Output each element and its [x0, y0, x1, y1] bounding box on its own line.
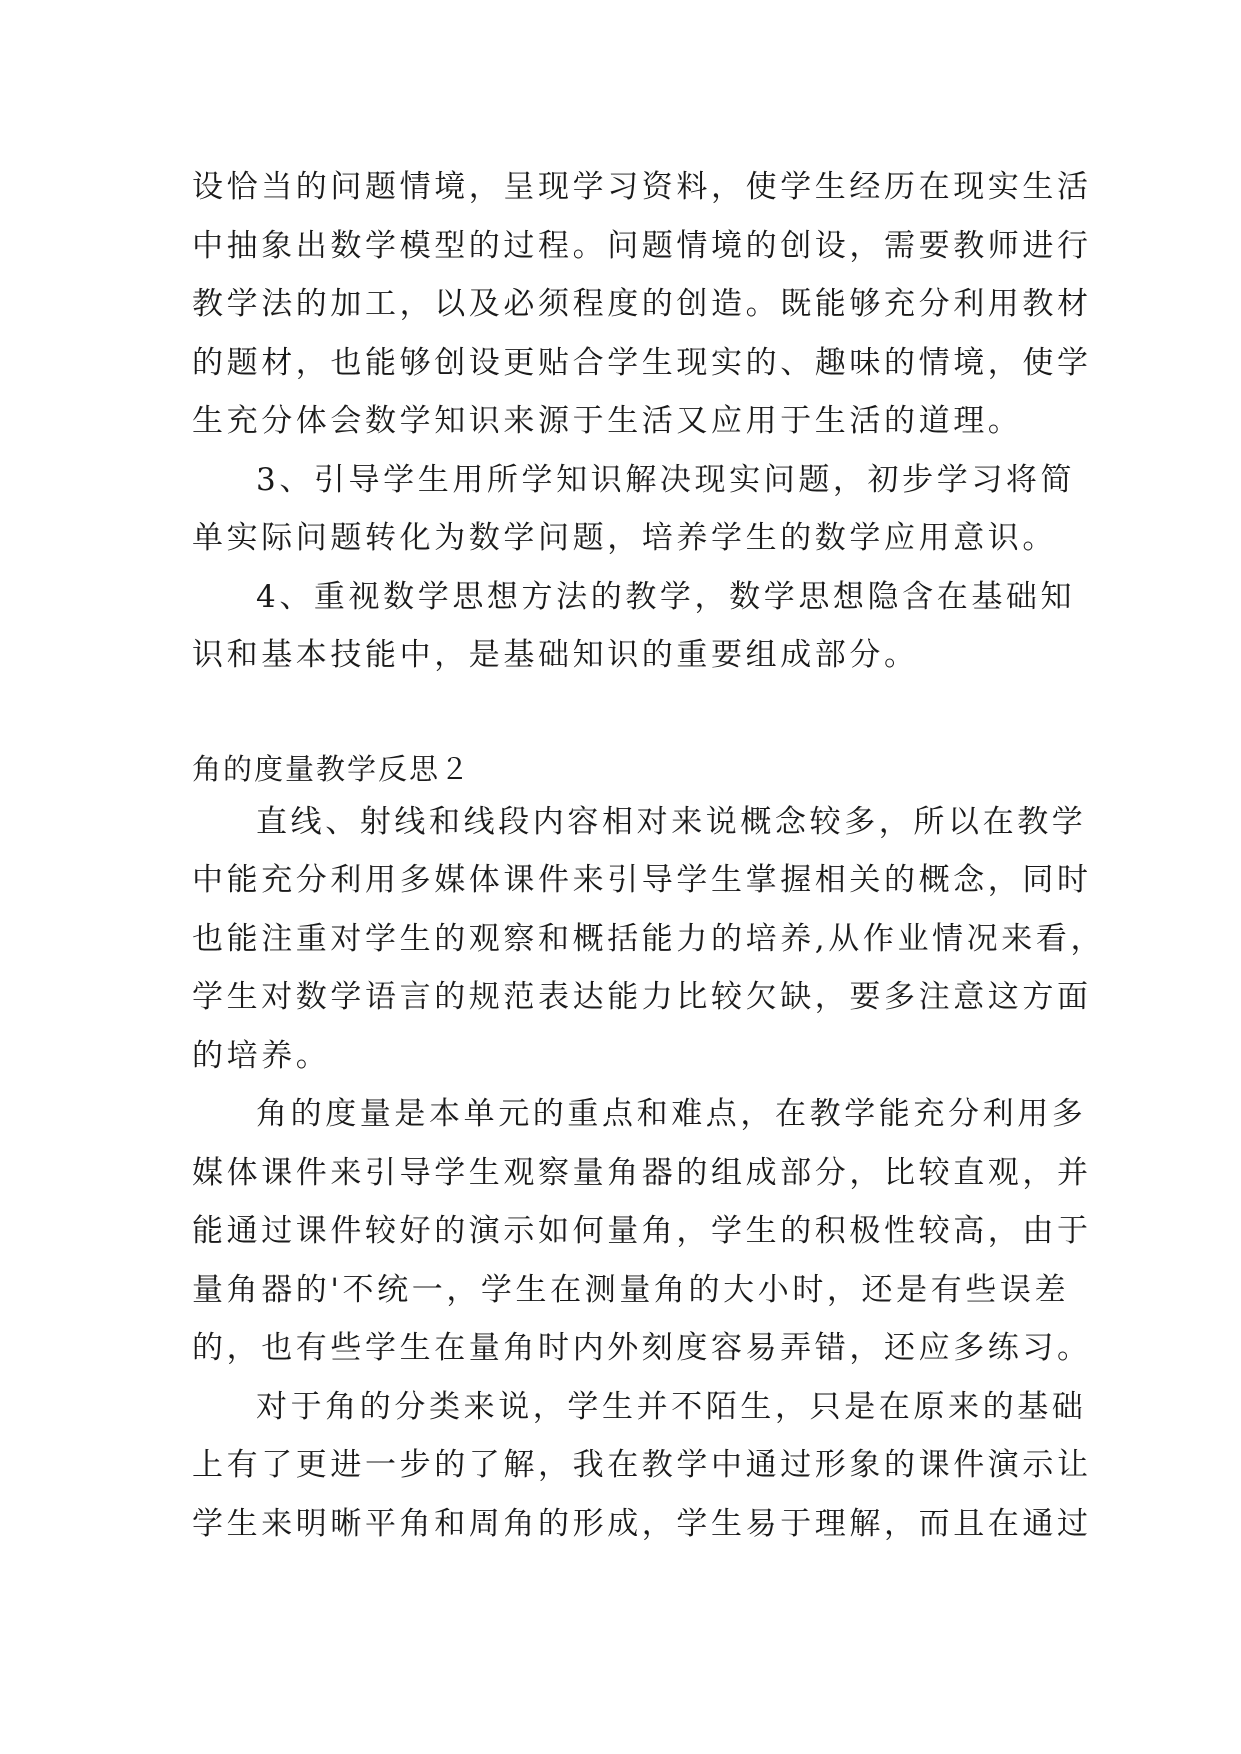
text-line: 直线、射线和线段内容相对来说概念较多，所以在教学 [256, 803, 1087, 840]
text-line: 4、重视数学思想方法的教学，数学思想隐含在基础知 [256, 578, 1076, 615]
text-line: 中抽象出数学模型的过程。问题情境的创设，需要教师进行 [192, 227, 1092, 264]
text-line: 的题材，也能够创设更贴合学生现实的、趣味的情境，使学 [192, 344, 1092, 381]
text-line: 量角器的'不统一，学生在测量角的大小时，还是有些误差 [192, 1271, 1070, 1308]
text-line: 的培养。 [192, 1037, 331, 1074]
text-line: 生充分体会数学知识来源于生活又应用于生活的道理。 [192, 403, 1023, 439]
text-line: 媒体课件来引导学生观察量角器的组成部分，比较直观，并 [192, 1154, 1092, 1191]
section-heading: 角的度量教学反思２ [192, 751, 472, 786]
text-line: 上有了更进一步的了解，我在教学中通过形象的课件演示让 [192, 1447, 1092, 1483]
paragraph-1 [192, 793, 1106, 1086]
text-line: 能通过课件较好的演示如何量角，学生的积极性较高，由于 [192, 1213, 1092, 1249]
text-line: 学生对数学语言的规范表达能力比较欠缺，要多注意这方面 [192, 979, 1092, 1015]
text-line: 也能注重对学生的观察和概括能力的培养,从作业情况来看， [192, 920, 1106, 957]
paragraph-2 [192, 1085, 1092, 1378]
text-line: 识和基本技能中，是基础知识的重要组成部分。 [192, 637, 919, 673]
text-line: 对于角的分类来说，学生并不陌生，只是在原来的基础 [256, 1388, 1087, 1425]
paragraph-item-3 [192, 451, 1076, 568]
paragraph-3 [192, 1378, 1092, 1554]
text-line: 角的度量是本单元的重点和难点，在教学能充分利用多 [256, 1096, 1087, 1132]
paragraph-item-4 [192, 568, 1076, 685]
paragraph-section1 [192, 158, 1092, 451]
text-line: 中能充分利用多媒体课件来引导学生掌握相关的概念，同时 [192, 862, 1092, 898]
text-line: 3、引导学生用所学知识解决现实问题，初步学习将简 [256, 461, 1076, 498]
text-line: 的，也有些学生在量角时内外刻度容易弄错，还应多练习。 [192, 1330, 1092, 1366]
text-line: 教学法的加工，以及必须程度的创造。既能够充分利用教材 [192, 286, 1092, 322]
text-line: 学生来明晰平角和周角的形成，学生易于理解，而且在通过 [192, 1505, 1092, 1542]
document-body [192, 158, 1106, 1553]
text-line: 设恰当的问题情境，呈现学习资料，使学生经历在现实生活 [192, 169, 1092, 205]
text-line: 单实际问题转化为数学问题，培养学生的数学应用意识。 [192, 520, 1057, 556]
